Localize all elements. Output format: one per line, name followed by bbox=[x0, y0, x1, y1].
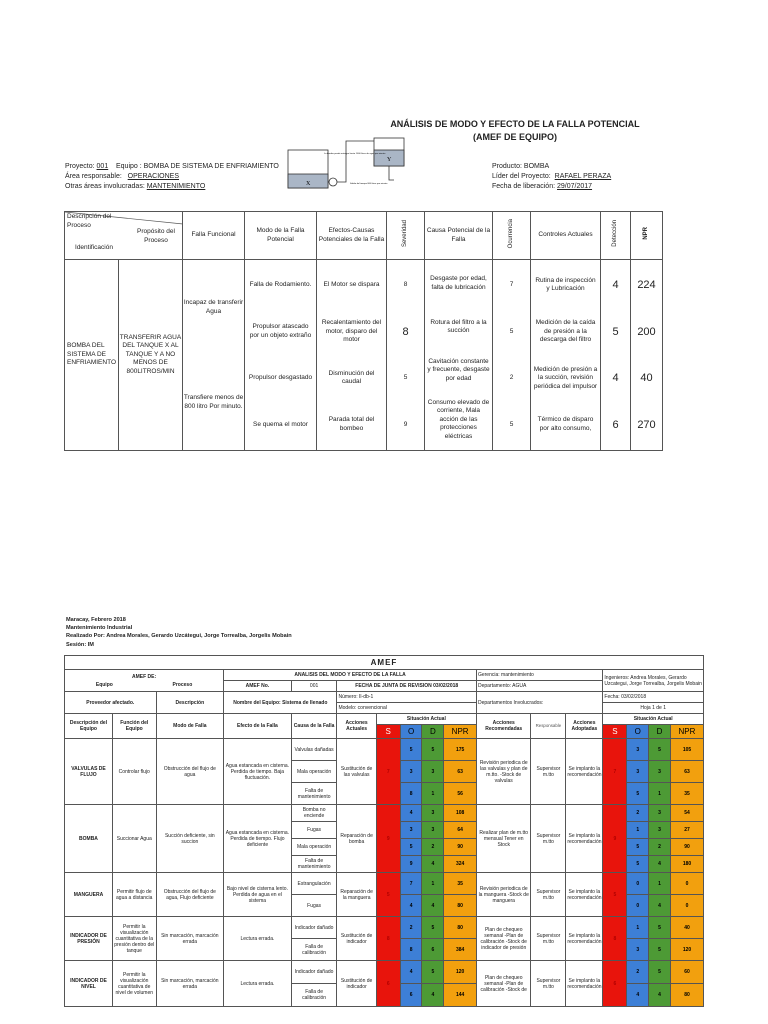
ocurrencia-header: Ocurrencia bbox=[493, 212, 531, 260]
ocurrencia-cell-2: 5 bbox=[627, 783, 649, 805]
meta-session: Sesión: IM bbox=[66, 641, 94, 648]
npr-4: 270 bbox=[637, 418, 656, 431]
npr-cell: 90 bbox=[444, 839, 477, 856]
npr-header: NPR bbox=[444, 725, 477, 739]
npr-cell-2: 40 bbox=[670, 917, 703, 939]
acciones-adoptadas-header: Acciones Adoptadas bbox=[566, 714, 603, 739]
deteccion-cell: 4 bbox=[422, 984, 444, 1007]
responsable-header: Responsable bbox=[531, 714, 566, 739]
analisis-cell: ANALISIS DEL MODO Y EFECTO DE LA FALLA bbox=[224, 670, 477, 681]
npr-cell-2: 0 bbox=[670, 895, 703, 917]
causa-cell: Falla de calibración bbox=[291, 984, 337, 1007]
modelo-cell: Modelo: convencional bbox=[337, 703, 476, 714]
npr-cell: 144 bbox=[444, 984, 477, 1007]
ocurrencia-cell: 3 bbox=[400, 822, 422, 839]
causa-cell: Estrangulación bbox=[291, 873, 337, 895]
funcion-cell: Controlar flujo bbox=[112, 739, 156, 805]
causa-3: Cavitación constante y frecuente, desgaste por edad bbox=[427, 357, 490, 382]
efecto-cell: Lectura errada. bbox=[224, 917, 292, 961]
acciones-adoptadas-cell: Se implanto la recomendación bbox=[566, 917, 603, 961]
ocurrencia-cell: 6 bbox=[400, 984, 422, 1007]
deteccion-cell-2: 5 bbox=[649, 939, 671, 961]
modo-3: Propulsor desgastado bbox=[248, 374, 313, 381]
ocurrencia-cell: 9 bbox=[400, 856, 422, 873]
deteccion-cell-2: 4 bbox=[649, 984, 671, 1007]
severidad-cell: 7 bbox=[376, 739, 400, 805]
npr-column bbox=[631, 260, 663, 451]
acciones-recomendadas-cell: Revisión periodica de las valvulas y plan de m.tto. -Stock de valvulas bbox=[476, 739, 531, 805]
project-info-right: Producto: BOMBA Líder del Proyecto: RAFAEL PERAZA Fecha de liberación: 29/07/2017 bbox=[492, 163, 612, 190]
acciones-actuales-cell: Sustitución de indicador bbox=[337, 961, 376, 1007]
causa-cell: Falta de mantenimiento bbox=[291, 783, 337, 805]
npr-cell: 175 bbox=[444, 739, 477, 761]
modo-column bbox=[245, 260, 317, 451]
table-row bbox=[65, 917, 704, 939]
desc-equipo-header: Descripción del Equipo bbox=[65, 714, 113, 739]
ocu-4: 5 bbox=[509, 420, 514, 428]
modo-cell: Obstrucción del flujo de agua, Flujo deficiente bbox=[156, 873, 224, 917]
diagram-note-top: La bomba puede entregar hasta 1000 litros de agua por minuto bbox=[324, 153, 386, 155]
ocurrencia-cell-2: 3 bbox=[627, 739, 649, 761]
acciones-adoptadas-cell: Se implanto la recomendación bbox=[566, 739, 603, 805]
npr-3: 40 bbox=[640, 372, 653, 384]
deteccion-header: Detección bbox=[601, 212, 631, 260]
causa-cell: Indicador dañado bbox=[291, 917, 337, 939]
causa-2: Rotura del filtro a la succión bbox=[430, 318, 487, 335]
responsable-cell: Supervisor m.tto bbox=[531, 961, 566, 1007]
modo-cell: Succión deficiente, sin succion bbox=[156, 805, 224, 873]
causa-cell: Mala operación bbox=[291, 761, 337, 783]
o-header-2: O bbox=[627, 725, 649, 739]
acciones-recomendadas-cell: Plan de chequeo semanal -Plan de calibración -Stock de bbox=[476, 961, 531, 1007]
deteccion-cell: 4 bbox=[422, 856, 444, 873]
proposito-cell: TRANSFERIR AGUA DEL TANQUE X AL TANQUE Y A NO MENOS DE 800LITROS/MIN bbox=[119, 260, 183, 451]
severidad-cell: 8 bbox=[376, 917, 400, 961]
departamento-cell: Departamento: AGUA bbox=[476, 681, 602, 692]
situacion-actual-header: Situación Actual bbox=[376, 714, 476, 725]
npr-cell: 64 bbox=[444, 822, 477, 839]
severidad-cell-2: 6 bbox=[603, 961, 627, 1007]
sev-4: 9 bbox=[403, 420, 408, 428]
severidad-cell: 5 bbox=[376, 873, 400, 917]
ocurrencia-cell-2: 0 bbox=[627, 895, 649, 917]
equipo-cell: MANGUERA bbox=[65, 873, 113, 917]
ocurrencia-cell-2: 5 bbox=[627, 856, 649, 873]
acciones-actuales-cell: Reparación de bomba bbox=[337, 805, 376, 873]
funcion-cell: Succionar Agua bbox=[112, 805, 156, 873]
deteccion-cell-2: 5 bbox=[649, 739, 671, 761]
responsable-cell: Supervisor m.tto bbox=[531, 917, 566, 961]
sev-2: 8 bbox=[402, 325, 409, 338]
table-row bbox=[65, 961, 704, 984]
deteccion-cell: 5 bbox=[422, 917, 444, 939]
table-row bbox=[65, 739, 704, 761]
npr-header: NPR bbox=[631, 212, 663, 260]
amef-no-label: AMEF No. bbox=[224, 681, 292, 692]
document-title bbox=[380, 118, 650, 144]
d-header: D bbox=[422, 725, 444, 739]
efecto-falla-header: Efecto de la Falla bbox=[224, 714, 292, 739]
report-meta bbox=[66, 616, 292, 649]
npr-cell: 35 bbox=[444, 873, 477, 895]
falla-funcional-2: Transfiere menos de 800 litro Por minuto. bbox=[183, 394, 244, 410]
modo-1: Falla de Rodamiento. bbox=[249, 281, 312, 288]
ocurrencia-column bbox=[493, 260, 531, 451]
equipo-cell: INDICADOR DE PRESIÓN bbox=[65, 917, 113, 961]
acciones-recomendadas-cell: Revisión periodica de la manguera -Stock de manguera bbox=[476, 873, 531, 917]
falla-funcional-1: Incapaz de transferir Agua bbox=[183, 299, 244, 315]
npr-2: 200 bbox=[637, 325, 656, 338]
ocurrencia-cell-2: 3 bbox=[627, 939, 649, 961]
causa-4: Consumo elevado de corriente, Mala acción de las protecciones eléctricas bbox=[427, 398, 490, 440]
control-4: Térmico de disparo por alto consumo, bbox=[537, 416, 594, 432]
amef-de-cell: AMEF DE: Equipo Proceso bbox=[65, 670, 224, 692]
efecto-2: Recalentamiento del motor, disparo del motor bbox=[321, 319, 382, 343]
severidad-column bbox=[387, 260, 425, 451]
severidad-cell-2: 8 bbox=[603, 917, 627, 961]
det-4: 6 bbox=[612, 418, 619, 431]
ocu-3: 2 bbox=[509, 374, 514, 381]
ocurrencia-cell-2: 5 bbox=[627, 839, 649, 856]
deteccion-cell-2: 5 bbox=[649, 917, 671, 939]
title-line-1: ANÁLISIS DE MODO Y EFECTO DE LA FALLA POTENCIAL bbox=[390, 119, 640, 129]
falla-funcional-header: Falla Funcional bbox=[183, 212, 245, 260]
acciones-actuales-cell: Reparación de la manguera bbox=[337, 873, 376, 917]
falla-funcional-cell bbox=[183, 260, 245, 451]
deteccion-cell-2: 2 bbox=[649, 839, 671, 856]
deteccion-cell-2: 1 bbox=[649, 783, 671, 805]
acciones-adoptadas-cell: Se implanto la recomendación bbox=[566, 873, 603, 917]
npr-cell: 56 bbox=[444, 783, 477, 805]
npr-cell: 384 bbox=[444, 939, 477, 961]
amef-header: AMEF bbox=[65, 656, 704, 670]
identificacion-cell: BOMBA DEL SISTEMA DE ENFRIAMIENTO bbox=[65, 260, 119, 451]
equipo-cell: VALVULAS DE FLUJO bbox=[65, 739, 113, 805]
controles-header: Controles Actuales bbox=[531, 212, 601, 260]
modo-falla-header: Modo de Falla bbox=[156, 714, 224, 739]
deteccion-cell: 2 bbox=[422, 839, 444, 856]
npr-cell: 80 bbox=[444, 917, 477, 939]
npr-cell: 63 bbox=[444, 761, 477, 783]
deteccion-cell: 4 bbox=[422, 895, 444, 917]
causa-cell: Falla de calibración bbox=[291, 939, 337, 961]
efectos-header: Efectos-Causas Potenciales de la Falla bbox=[317, 212, 387, 260]
npr-header-2: NPR bbox=[670, 725, 703, 739]
deteccion-cell-2: 4 bbox=[649, 895, 671, 917]
ocurrencia-cell: 2 bbox=[400, 917, 422, 939]
ocurrencia-cell-2: 4 bbox=[627, 984, 649, 1007]
efecto-4: Parada total del bombeo bbox=[328, 416, 375, 432]
ocu-2: 5 bbox=[509, 327, 514, 335]
hoja-cell: Hoja 1 de 1 bbox=[603, 703, 704, 714]
gerencia-cell: Gerencia: mantenimiento bbox=[476, 670, 602, 681]
deteccion-cell: 5 bbox=[422, 961, 444, 984]
ocurrencia-cell-2: 1 bbox=[627, 822, 649, 839]
ocurrencia-cell: 3 bbox=[400, 761, 422, 783]
causa-1: Desgaste por edad, falta de lubricación bbox=[430, 275, 487, 291]
ocurrencia-cell: 7 bbox=[400, 873, 422, 895]
equipo-cell: BOMBA bbox=[65, 805, 113, 873]
meta-subject: Mantenimiento Industrial bbox=[66, 625, 133, 632]
ocurrencia-cell-2: 2 bbox=[627, 805, 649, 822]
deteccion-cell-2: 4 bbox=[649, 856, 671, 873]
npr-cell-2: 80 bbox=[670, 984, 703, 1007]
efecto-cell: Lectura errada. bbox=[224, 961, 292, 1007]
acciones-actuales-header: Acciones Actuales bbox=[337, 714, 376, 739]
ocurrencia-cell-2: 3 bbox=[627, 761, 649, 783]
severidad-cell: 9 bbox=[376, 805, 400, 873]
modo-2: Propulsor atascado por un objeto extraño bbox=[249, 323, 312, 339]
funcion-cell: Permitir la visualización cuantitativa de la presión dentro del tanque bbox=[112, 917, 156, 961]
causa-cell: Indicador dañado bbox=[291, 961, 337, 984]
ocurrencia-cell: 5 bbox=[400, 739, 422, 761]
o-header: O bbox=[400, 725, 422, 739]
ocu-1: 7 bbox=[509, 281, 514, 288]
deteccion-cell: 3 bbox=[422, 805, 444, 822]
deteccion-cell-2: 3 bbox=[649, 761, 671, 783]
modo-falla-header: Modo de la Falla Potencial bbox=[245, 212, 317, 260]
amef-no-value: 001 bbox=[291, 681, 337, 692]
project-info-left: Proyecto: 001 Equipo : BOMBA DE SISTEMA DE ENFRIAMIENTO Área responsable: OPERACIONES Otras áreas involucradas: MANTENIMIENTO bbox=[65, 163, 279, 190]
modo-cell: Obstrucción del flujo de agua bbox=[156, 739, 224, 805]
responsable-cell: Supervisor m.tto bbox=[531, 739, 566, 805]
modo-4: Se quema el motor bbox=[253, 420, 308, 428]
descripcion-cell: Descripción bbox=[156, 692, 224, 714]
deteccion-cell: 5 bbox=[422, 739, 444, 761]
efecto-cell: Bajo nivel de cisterna lento. Perdida de agua en el sistema bbox=[224, 873, 292, 917]
deteccion-cell-2: 3 bbox=[649, 805, 671, 822]
amef-equipo-document bbox=[0, 0, 768, 470]
ingenieros-cell: Ingenieros: Andrea Morales, Gerardo Uzcategui, Jorge Torrealba, Jorgelis Mobain bbox=[603, 670, 704, 692]
tank-y-label: Y bbox=[387, 157, 392, 163]
det-3: 4 bbox=[612, 372, 619, 384]
causa-cell: Fugas bbox=[291, 822, 337, 839]
modo-cell: Sin marcación, marcación errada bbox=[156, 961, 224, 1007]
npr-1: 224 bbox=[637, 279, 656, 291]
npr-cell-2: 35 bbox=[670, 783, 703, 805]
causa-cell: Falta de mantenimiento bbox=[291, 856, 337, 873]
equipo-cell: INDICADOR DE NIVEL bbox=[65, 961, 113, 1007]
severidad-cell-2: 5 bbox=[603, 873, 627, 917]
acciones-adoptadas-cell: Se implanto la recomendación bbox=[566, 805, 603, 873]
acciones-actuales-cell: Sustitución de las valvulas bbox=[337, 739, 376, 805]
causa-header: Causa Potencial de la Falla bbox=[425, 212, 493, 260]
control-2: Medición de la caída de presión a la descarga del filtro bbox=[535, 319, 596, 343]
s-header: S bbox=[376, 725, 400, 739]
deteccion-cell-2: 1 bbox=[649, 873, 671, 895]
acciones-adoptadas-cell: Se implanto la recomendación bbox=[566, 961, 603, 1007]
funcion-cell: Permitir flujo de agua a distancia bbox=[112, 873, 156, 917]
control-1: Rutina de inspección y Lubricación bbox=[535, 276, 596, 293]
meta-authors: Realizado Por: Andrea Morales, Gerardo Uzcátegui, Jorge Torrealba, Jorgelis Mobain bbox=[66, 633, 292, 640]
deteccion-cell: 6 bbox=[422, 939, 444, 961]
efecto-cell: Agua estancada en cisterna. Perdida de tiempo. Baja fluctuación. bbox=[224, 739, 292, 805]
npr-cell-2: 105 bbox=[670, 739, 703, 761]
deteccion-cell: 3 bbox=[422, 761, 444, 783]
npr-cell: 120 bbox=[444, 961, 477, 984]
npr-cell-2: 63 bbox=[670, 761, 703, 783]
table-row bbox=[65, 873, 704, 895]
nombre-equipo-cell: Nombre del Equipo: Sistema de llenado bbox=[224, 692, 337, 714]
amef-equipo-table bbox=[64, 211, 663, 451]
sev-1: 8 bbox=[403, 281, 408, 288]
efecto-3: Disminución del caudal bbox=[328, 369, 375, 386]
s-header-2: S bbox=[603, 725, 627, 739]
efecto-1: El Motor se dispara bbox=[323, 281, 380, 288]
deteccion-cell: 1 bbox=[422, 873, 444, 895]
ocurrencia-cell-2: 0 bbox=[627, 873, 649, 895]
responsable-cell: Supervisor m.tto bbox=[531, 805, 566, 873]
ocurrencia-cell: 8 bbox=[400, 939, 422, 961]
causa-column bbox=[425, 260, 493, 451]
ocurrencia-cell: 5 bbox=[400, 839, 422, 856]
causa-cell: Fugas bbox=[291, 895, 337, 917]
situacion-actual-header-2: Situación Actual bbox=[603, 714, 704, 725]
efecto-cell: Agua estancada en cisterna. Perdida de tiempo. Flujo deficiente bbox=[224, 805, 292, 873]
dep-involucrados-cell: Departamentos Involucrados: bbox=[476, 692, 602, 714]
meta-date: Maracay, Febrero 2018 bbox=[66, 617, 126, 623]
deteccion-cell: 3 bbox=[422, 822, 444, 839]
ocurrencia-cell: 8 bbox=[400, 783, 422, 805]
npr-cell-2: 0 bbox=[670, 873, 703, 895]
acciones-recomendadas-cell: Realizar plan de m.tto mensual Tener en Stock bbox=[476, 805, 531, 873]
ocurrencia-cell: 4 bbox=[400, 805, 422, 822]
causa-cell: Bomba no enciende bbox=[291, 805, 337, 822]
ocurrencia-cell: 4 bbox=[400, 961, 422, 984]
npr-cell-2: 90 bbox=[670, 839, 703, 856]
funcion-cell: Permitir la visualización cuantitativa de nivel de volumen bbox=[112, 961, 156, 1007]
diagram-note-bottom: Salida del tanque 800 litros por minuto bbox=[350, 183, 388, 185]
acciones-recomendadas-cell: Plan de chequeo semanal -Plan de calibración -Stock de indicador de presión bbox=[476, 917, 531, 961]
npr-cell-2: 54 bbox=[670, 805, 703, 822]
det-1: 4 bbox=[612, 279, 619, 291]
control-column bbox=[531, 260, 601, 451]
npr-cell: 324 bbox=[444, 856, 477, 873]
title-line-2: (AMEF DE EQUIPO) bbox=[472, 132, 557, 142]
npr-cell-2: 180 bbox=[670, 856, 703, 873]
det-2: 5 bbox=[612, 325, 619, 338]
acciones-actuales-cell: Sustitución de indicador bbox=[337, 917, 376, 961]
deteccion-cell-2: 3 bbox=[649, 822, 671, 839]
npr-cell-2: 27 bbox=[670, 822, 703, 839]
modo-cell: Sin marcación, marcación errada bbox=[156, 917, 224, 961]
deteccion-column bbox=[601, 260, 631, 451]
causa-falla-header: Causa de la Falla bbox=[291, 714, 337, 739]
d-header-2: D bbox=[649, 725, 671, 739]
npr-cell: 80 bbox=[444, 895, 477, 917]
fecha-cell: Fecha: 03/02/2018 bbox=[603, 692, 704, 703]
ocurrencia-cell: 4 bbox=[400, 895, 422, 917]
severidad-header: Severidad bbox=[387, 212, 425, 260]
tank-x-label: X bbox=[306, 181, 311, 187]
table-body-row bbox=[65, 260, 663, 451]
table-row bbox=[65, 805, 704, 822]
severidad-cell: 6 bbox=[376, 961, 400, 1007]
npr-cell-2: 120 bbox=[670, 939, 703, 961]
causa-cell: Valvulas dañadas bbox=[291, 739, 337, 761]
npr-cell-2: 60 bbox=[670, 961, 703, 984]
severidad-cell-2: 9 bbox=[603, 805, 627, 873]
numero-cell: Número: Il-db-1 bbox=[337, 692, 476, 703]
responsable-cell: Supervisor m.tto bbox=[531, 873, 566, 917]
sev-3: 5 bbox=[403, 374, 408, 381]
deteccion-cell-2: 5 bbox=[649, 961, 671, 984]
desc-proceso-header: Descripción del Proceso Propósito del Proceso Identificación bbox=[65, 212, 183, 260]
ocurrencia-cell-2: 1 bbox=[627, 917, 649, 939]
npr-cell: 108 bbox=[444, 805, 477, 822]
table-header-row bbox=[65, 212, 663, 260]
amef-sistema-table bbox=[64, 655, 704, 1007]
funcion-header: Función del Equipo bbox=[112, 714, 156, 739]
severidad-cell-2: 7 bbox=[603, 739, 627, 805]
deteccion-cell: 1 bbox=[422, 783, 444, 805]
ocurrencia-cell-2: 2 bbox=[627, 961, 649, 984]
fecha-junta-cell: FECHA DE JUNTA DE REVISION 03/02/2018 bbox=[337, 681, 476, 692]
causa-cell: Mala operación bbox=[291, 839, 337, 856]
acciones-recomendadas-header: Acciones Recomendadas bbox=[476, 714, 531, 739]
efecto-column bbox=[317, 260, 387, 451]
proveedor-cell: Proveedor afectado. bbox=[65, 692, 157, 714]
control-3: Medición de presión a la succión, revisión periódica del impulsor bbox=[533, 365, 598, 390]
